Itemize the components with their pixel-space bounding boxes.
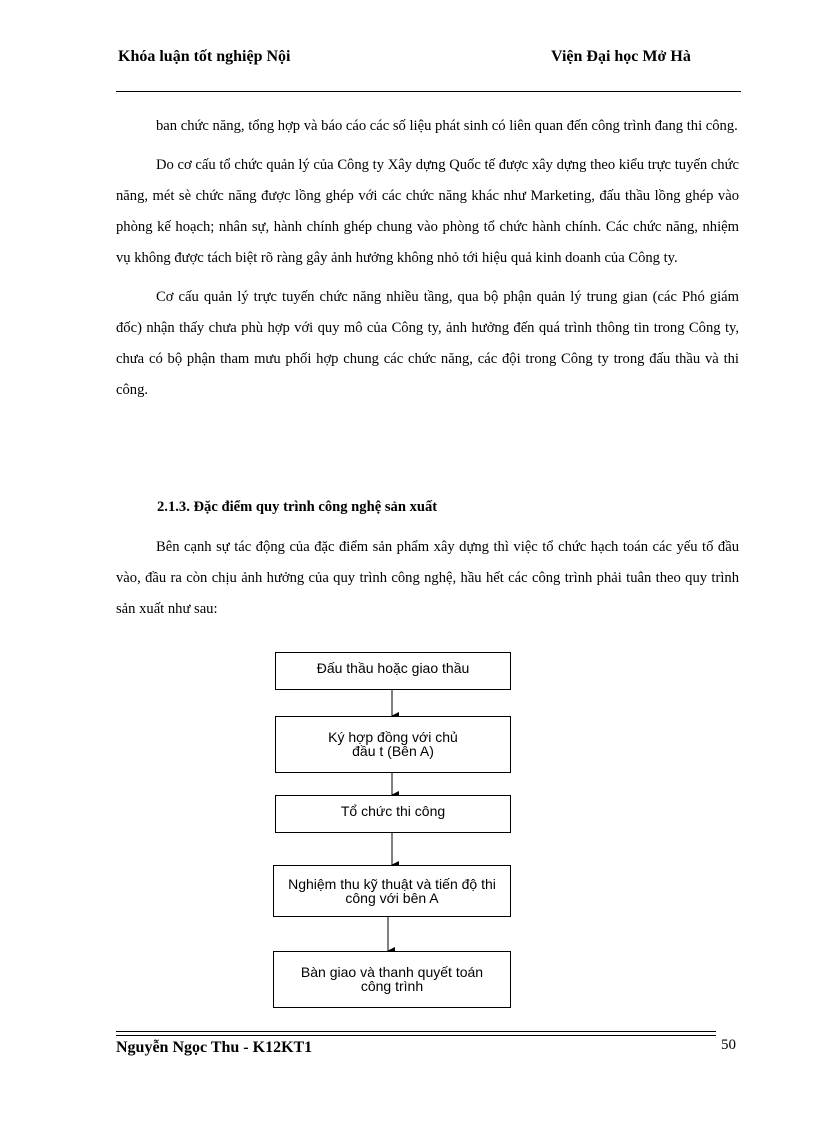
header-left-title: Khóa luận tốt nghiệp Nội — [118, 48, 291, 65]
section-heading: 2.1.3. Đặc điểm quy trình công nghệ sản xuất — [157, 499, 438, 515]
paragraph-1: ban chức năng, tổng hợp và báo cáo các số liệu phát sinh có liên quan đến công trình đang thi công. — [156, 118, 738, 134]
flow-step-handover — [273, 951, 511, 1008]
flow-step-label: Nghiệm thu kỹ thuật và tiến độ thi công với bên A — [288, 876, 496, 906]
footer-rule — [116, 1035, 716, 1036]
flow-step-acceptance — [273, 865, 511, 917]
flow-step-bidding — [275, 652, 511, 690]
footer-author: Nguyễn Ngọc Thu - K12KT1 — [116, 1039, 313, 1056]
paragraph-2: Do cơ cấu tổ chức quản lý của Công ty Xây dựng Quốc tế được xây dựng theo kiểu trực tuyến chức năng, mét sè chức năng được lồng ghép với các chức năng khác như Marketing, đấu thầu lồng ghép vào phòng kế hoạch; nhân sự, hành chính ghép chung vào phòng tổ chức hành chính. Các chức năng, nhiệm vụ không được tách biệt rõ ràng gây ảnh hưởng không nhỏ tới hiệu quả kinh doanh của Công ty. — [116, 157, 739, 266]
footer-rule — [116, 1031, 716, 1032]
flow-step-construction — [275, 795, 511, 833]
flow-step-label: Ký hợp đồng với chủ đầu t (Bên A) — [328, 729, 458, 759]
flow-step-contract — [275, 716, 511, 773]
header-right-title: Viện Đại học Mở Hà — [551, 48, 691, 65]
flow-step-label: Đấu thầu hoặc giao thầu — [316, 660, 470, 676]
flow-step-label: Bàn giao và thanh quyết toán công trình — [300, 964, 484, 994]
flow-step-label: Tổ chức thi công — [340, 803, 446, 819]
intro-paragraph: Bên cạnh sự tác động của đặc điểm sản phẩm xây dựng thì việc tổ chức hạch toán các yếu tố đầu vào, đầu ra còn chịu ảnh hưởng của quy trình công nghệ, hầu hết các công trình phải tuân theo quy trình sản xuất như sau: — [116, 539, 739, 617]
page-number: 50 — [721, 1037, 736, 1053]
paragraph-3: Cơ cấu quản lý trực tuyến chức năng nhiều tầng, qua bộ phận quản lý trung gian (các Phó giám đốc) nhận thấy chưa phù hợp với quy mô của Công ty, ảnh hưởng đến quá trình thông tin trong Công ty, chưa có bộ phận tham mưu phối hợp chung các chức năng, các đội trong Công ty trong đấu thầu và thi công. — [116, 289, 739, 398]
